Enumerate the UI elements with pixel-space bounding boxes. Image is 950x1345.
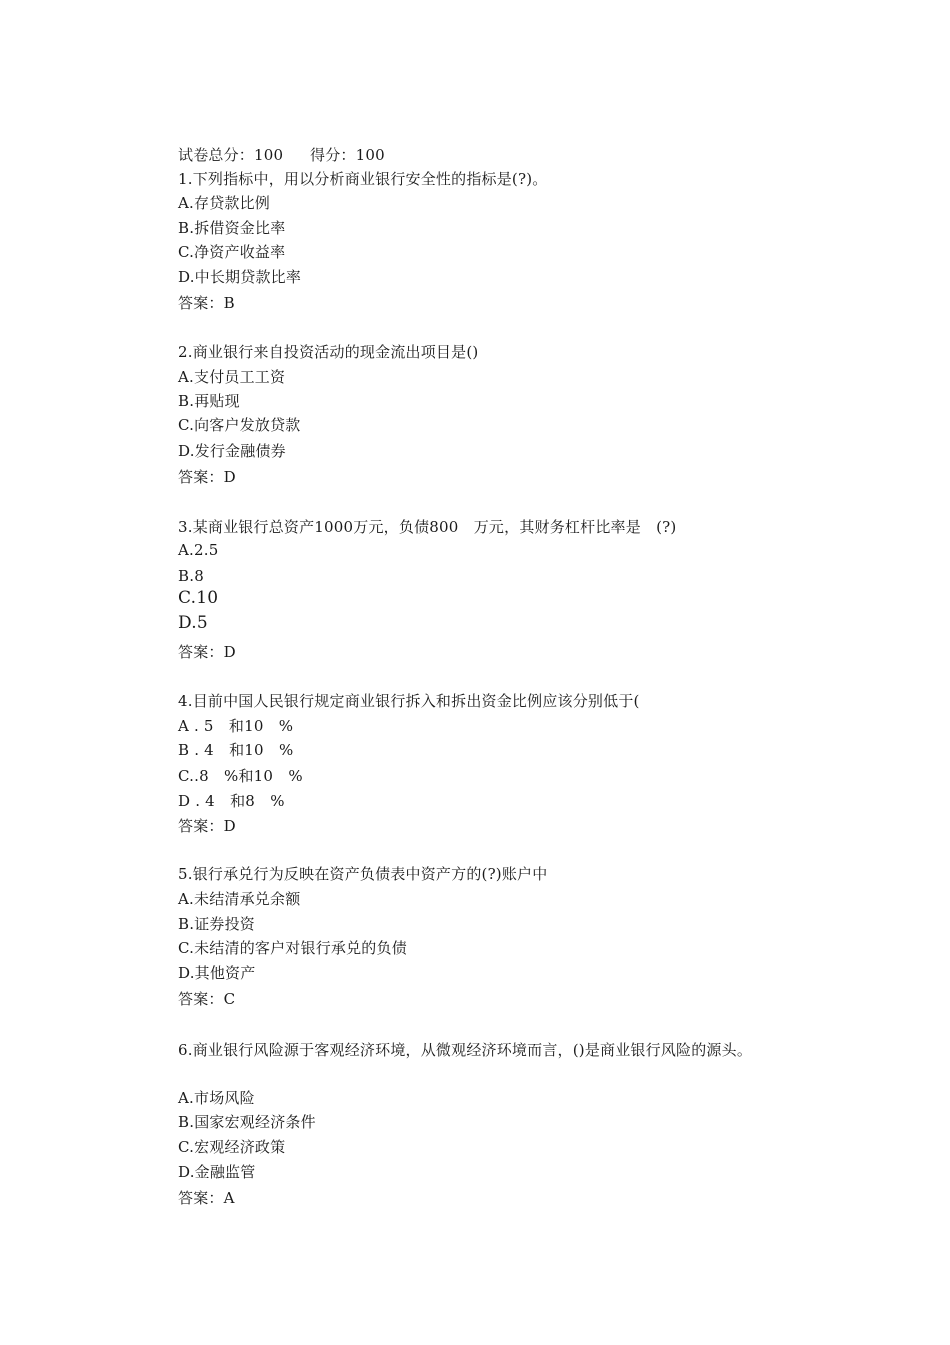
question-2-option-a: A.支付员工工资 [178,368,286,386]
question-6-option-b: B.国家宏观经济条件 [178,1113,316,1131]
question-6-stem: 6.商业银行风险源于客观经济环境，从微观经济环境而言，()是商业银行风险的源头。 [178,1041,753,1059]
question-1-option-c: C.净资产收益率 [178,243,286,261]
question-2-option-d: D.发行金融债券 [178,442,286,460]
obtained-score: 得分：100 [310,146,385,164]
question-4-option-d: D . 4 和8 % [178,792,285,810]
question-3-option-d: D.5 [178,613,208,633]
question-2-answer: 答案：D [178,468,236,486]
question-5-option-c: C.未结清的客户对银行承兑的负债 [178,939,407,957]
question-4-option-a: A . 5 和10 % [178,717,294,735]
question-1-stem: 1.下列指标中，用以分析商业银行安全性的指标是(?)。 [178,170,548,188]
question-5-stem: 5.银行承兑行为反映在资产负债表中资产方的(?)账户中 [178,865,548,883]
total-score: 试卷总分：100 [178,146,284,164]
question-4-option-c: C..8 %和10 % [178,767,303,785]
question-5-option-b: B.证券投资 [178,915,255,933]
question-3-stem: 3.某商业银行总资产1000万元，负债800 万元，其财务杠杆比率是 (?) [178,518,677,536]
question-6-option-d: D.金融监管 [178,1163,256,1181]
question-4-answer: 答案：D [178,817,236,835]
question-6-option-c: C.宏观经济政策 [178,1138,286,1156]
question-1-option-b: B.拆借资金比率 [178,219,286,237]
question-5-option-a: A.未结清承兑余额 [178,890,301,908]
question-6-answer: 答案：A [178,1189,235,1207]
question-3-option-b: B.8 [178,567,204,585]
question-5-option-d: D.其他资产 [178,964,256,982]
question-4-stem: 4.目前中国人民银行规定商业银行拆入和拆出资金比例应该分别低于( [178,692,640,710]
question-1-answer: 答案：B [178,294,235,312]
question-3-option-a: A.2.5 [178,541,219,559]
question-1-option-a: A.存贷款比例 [178,194,271,212]
question-6-option-a: A.市场风险 [178,1089,255,1107]
question-5-answer: 答案：C [178,990,236,1008]
question-3-option-c: C.10 [178,588,219,608]
question-2-stem: 2.商业银行来自投资活动的现金流出项目是() [178,343,479,361]
question-2-option-b: B.再贴现 [178,392,240,410]
question-3-answer: 答案：D [178,643,236,661]
question-4-option-b: B . 4 和10 % [178,741,294,759]
question-1-option-d: D.中长期贷款比率 [178,268,302,286]
question-2-option-c: C.向客户发放贷款 [178,416,301,434]
